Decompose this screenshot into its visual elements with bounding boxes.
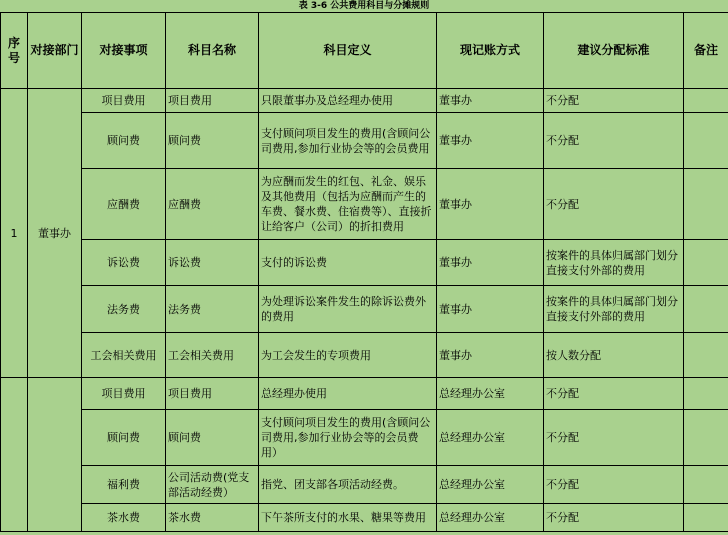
definition-cell: 指党、团支部各项活动经费。 [259, 466, 437, 504]
note-cell [684, 169, 728, 240]
table-row [1, 240, 728, 286]
account-cell: 公司活动费(党支部活动经费） [166, 466, 259, 504]
note-cell [684, 240, 728, 286]
dept-cell: 董事办 [28, 89, 82, 378]
table-title: 表 3-6 公共费用科目与分摊规则 [0, 0, 728, 12]
table-row [1, 113, 728, 169]
dept-cell [28, 378, 82, 532]
item-cell: 工会相关费用 [82, 333, 166, 378]
definition-cell: 支付顾问项目发生的费用(含顾问公司费用,参加行业协会等的会员费用） [259, 410, 437, 466]
standard-cell: 不分配 [544, 466, 684, 504]
expense-table [0, 12, 728, 532]
header-definition: 科目定义 [259, 13, 437, 89]
note-cell [684, 410, 728, 466]
note-cell [684, 466, 728, 504]
item-cell: 应酬费 [82, 169, 166, 240]
table-row [1, 169, 728, 240]
note-cell [684, 286, 728, 333]
standard-cell: 按人数分配 [544, 333, 684, 378]
standard-cell: 不分配 [544, 504, 684, 532]
note-cell [684, 378, 728, 410]
table-row [1, 410, 728, 466]
note-cell [684, 89, 728, 113]
item-cell: 顾问费 [82, 410, 166, 466]
method-cell: 董事办 [437, 286, 544, 333]
definition-cell: 总经理办使用 [259, 378, 437, 410]
header-method: 现记账方式 [437, 13, 544, 89]
standard-cell: 按案件的具体归属部门划分直接支付外部的费用 [544, 286, 684, 333]
standard-cell: 不分配 [544, 410, 684, 466]
table-row [1, 333, 728, 378]
method-cell: 总经理办公室 [437, 378, 544, 410]
method-cell: 董事办 [437, 169, 544, 240]
note-cell [684, 113, 728, 169]
account-cell: 法务费 [166, 286, 259, 333]
header-row [1, 13, 728, 89]
item-cell: 项目费用 [82, 378, 166, 410]
table-row [1, 286, 728, 333]
note-cell [684, 504, 728, 532]
account-cell: 工会相关费用 [166, 333, 259, 378]
account-cell: 项目费用 [166, 89, 259, 113]
table-row [1, 466, 728, 504]
method-cell: 董事办 [437, 113, 544, 169]
definition-cell: 为工会发生的专项费用 [259, 333, 437, 378]
definition-cell: 为处理诉讼案件发生的除诉讼费外的费用 [259, 286, 437, 333]
table-row [1, 504, 728, 532]
header-note: 备注 [684, 13, 728, 89]
method-cell: 董事办 [437, 89, 544, 113]
method-cell: 总经理办公室 [437, 466, 544, 504]
standard-cell: 不分配 [544, 113, 684, 169]
header-account: 科目名称 [166, 13, 259, 89]
note-cell [684, 333, 728, 378]
table-row [1, 378, 728, 410]
table-row [1, 89, 728, 113]
account-cell: 顾问费 [166, 410, 259, 466]
seq-cell: 1 [1, 89, 28, 378]
header-item: 对接事项 [82, 13, 166, 89]
standard-cell: 不分配 [544, 169, 684, 240]
item-cell: 项目费用 [82, 89, 166, 113]
header-seq: 序号 [1, 13, 28, 89]
item-cell: 诉讼费 [82, 240, 166, 286]
definition-cell: 只限董事办及总经理办使用 [259, 89, 437, 113]
definition-cell: 支付顾问项目发生的费用(含顾问公司费用,参加行业协会等的会员费用 [259, 113, 437, 169]
seq-cell [1, 378, 28, 532]
definition-cell: 为应酬而发生的红包、礼金、娱乐及其他费用（包括为应酬而产生的车费、餐水费、住宿费等）、直接折让给客户（公司）的折扣费用 [259, 169, 437, 240]
item-cell: 顾问费 [82, 113, 166, 169]
standard-cell: 不分配 [544, 378, 684, 410]
item-cell: 法务费 [82, 286, 166, 333]
header-dept: 对接部门 [28, 13, 82, 89]
definition-cell: 支付的诉讼费 [259, 240, 437, 286]
account-cell: 茶水费 [166, 504, 259, 532]
standard-cell: 不分配 [544, 89, 684, 113]
account-cell: 项目费用 [166, 378, 259, 410]
method-cell: 董事办 [437, 333, 544, 378]
item-cell: 福利费 [82, 466, 166, 504]
method-cell: 总经理办公室 [437, 410, 544, 466]
account-cell: 诉讼费 [166, 240, 259, 286]
definition-cell: 下午茶所支付的水果、糖果等费用 [259, 504, 437, 532]
account-cell: 顾问费 [166, 113, 259, 169]
account-cell: 应酬费 [166, 169, 259, 240]
method-cell: 总经理办公室 [437, 504, 544, 532]
item-cell: 茶水费 [82, 504, 166, 532]
header-standard: 建议分配标准 [544, 13, 684, 89]
standard-cell: 按案件的具体归属部门划分直接支付外部的费用 [544, 240, 684, 286]
method-cell: 董事办 [437, 240, 544, 286]
